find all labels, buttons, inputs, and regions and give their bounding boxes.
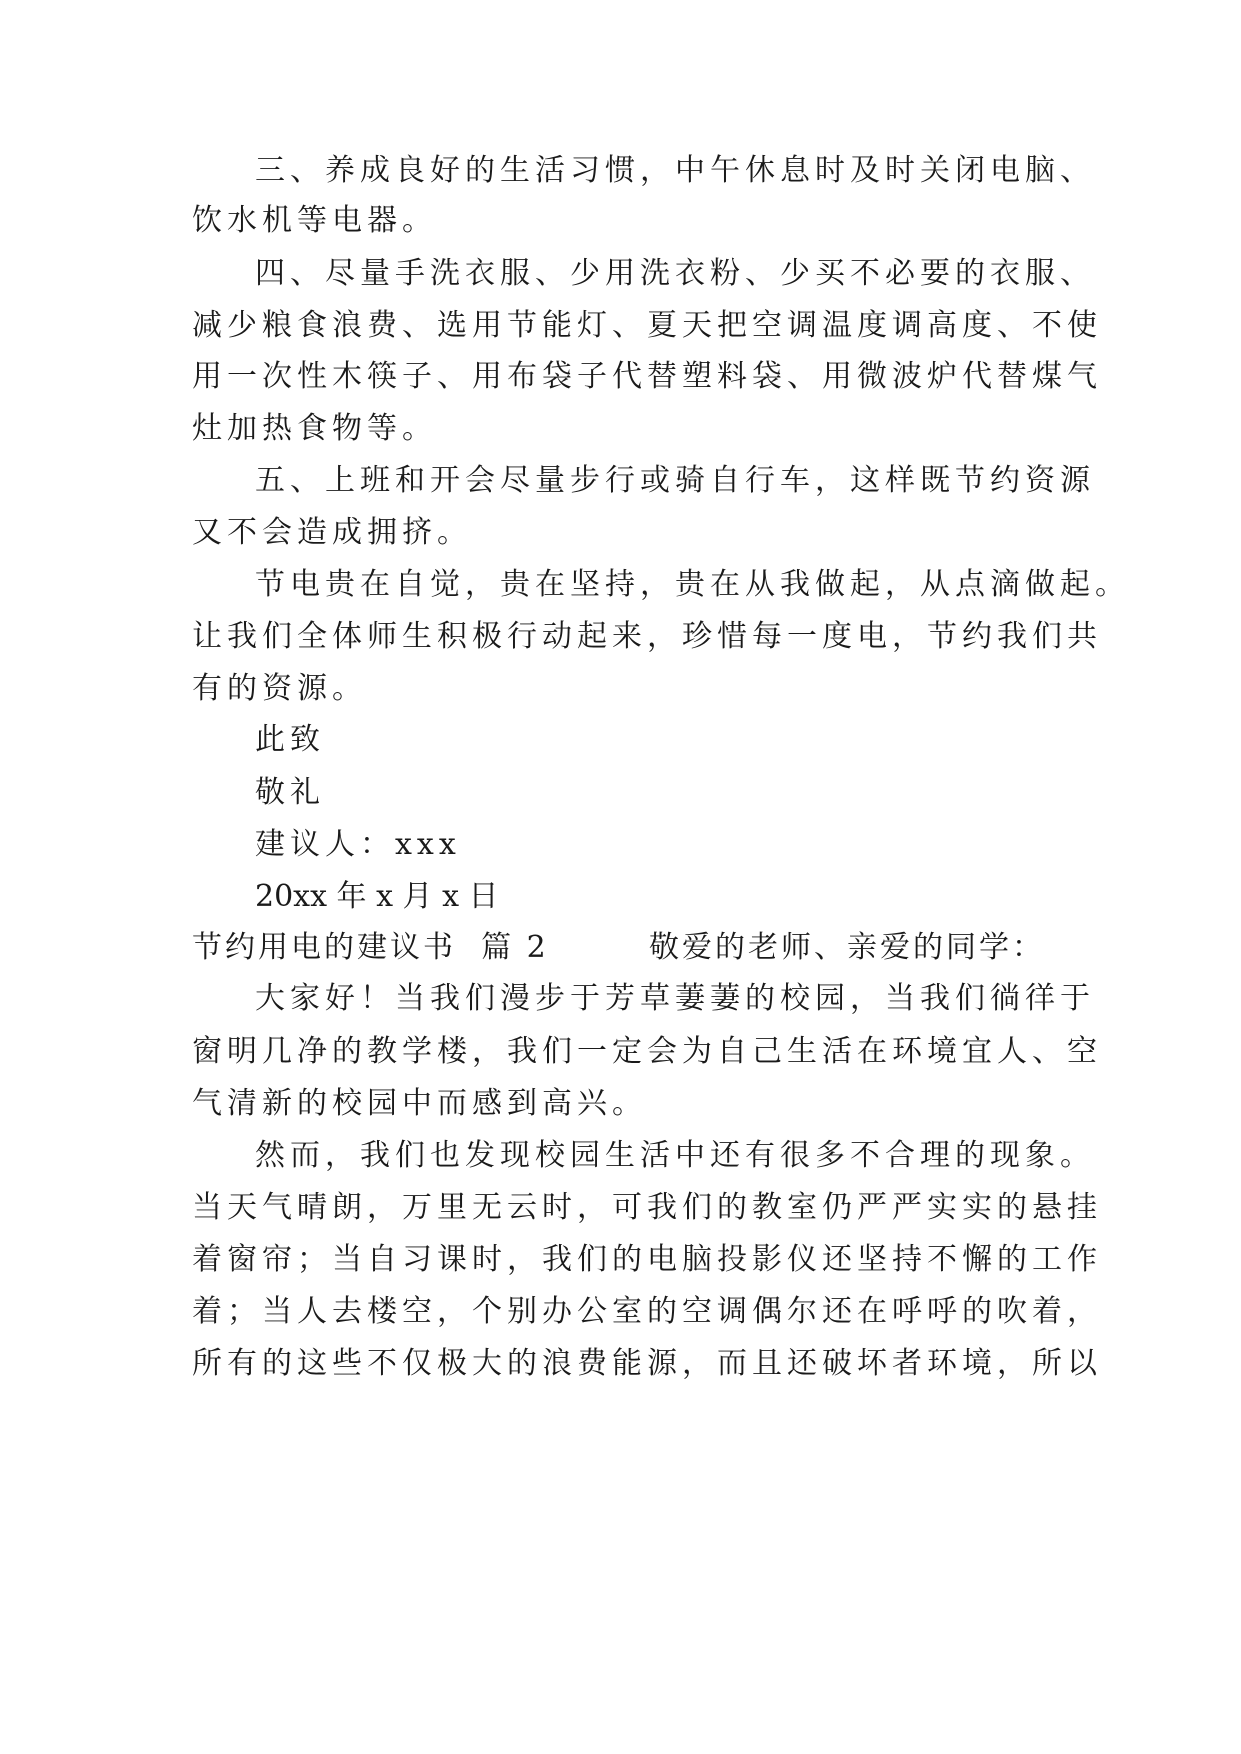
paragraph-line: 饮水机等电器。 <box>192 203 437 238</box>
paragraph-line: 让我们全体师生积极行动起来，珍惜每一度电，节约我们共 <box>192 619 1102 654</box>
paragraph-line: 又不会造成拥挤。 <box>192 515 472 550</box>
closing-line: 此致 <box>255 722 325 757</box>
closing-line: 敬礼 <box>255 775 325 810</box>
paragraph-line: 着窗帘；当自习课时，我们的电脑投影仪还坚持不懈的工作 <box>192 1242 1102 1277</box>
signature-line: 建议人：xxx <box>255 827 461 862</box>
paragraph-line: 当天气晴朗，万里无云时，可我们的教室仍严严实实的悬挂 <box>192 1190 1102 1225</box>
paragraph-line: 气清新的校园中而感到高兴。 <box>192 1086 647 1121</box>
paragraph-line: 着；当人去楼空，个别办公室的空调偶尔还在呼呼的吹着， <box>192 1294 1102 1329</box>
paragraph-line: 然而，我们也发现校园生活中还有很多不合理的现象。 <box>255 1138 1095 1173</box>
date-line: 20xx 年 x 月 x 日 <box>255 879 499 914</box>
paragraph-line: 三、养成良好的生活习惯，中午休息时及时关闭电脑、 <box>255 153 1095 188</box>
paragraph-line: 节电贵在自觉，贵在坚持，贵在从我做起，从点滴做起。 <box>255 567 1130 602</box>
section-heading: 节约用电的建议书 篇 2 敬爱的老师、亲爱的同学： <box>192 930 1045 965</box>
paragraph-line: 四、尽量手洗衣服、少用洗衣粉、少买不必要的衣服、 <box>255 256 1095 291</box>
paragraph-line: 大家好！当我们漫步于芳草萋萋的校园，当我们徜徉于 <box>255 981 1095 1016</box>
paragraph-line: 减少粮食浪费、选用节能灯、夏天把空调温度调高度、不使 <box>192 308 1102 343</box>
paragraph-line: 用一次性木筷子、用布袋子代替塑料袋、用微波炉代替煤气 <box>192 359 1102 394</box>
paragraph-line: 灶加热食物等。 <box>192 411 437 446</box>
paragraph-line: 五、上班和开会尽量步行或骑自行车，这样既节约资源 <box>255 463 1095 498</box>
paragraph-line: 有的资源。 <box>192 671 367 706</box>
paragraph-line: 窗明几净的教学楼，我们一定会为自己生活在环境宜人、空 <box>192 1034 1102 1069</box>
paragraph-line: 所有的这些不仅极大的浪费能源，而且还破坏者环境，所以 <box>192 1346 1102 1381</box>
